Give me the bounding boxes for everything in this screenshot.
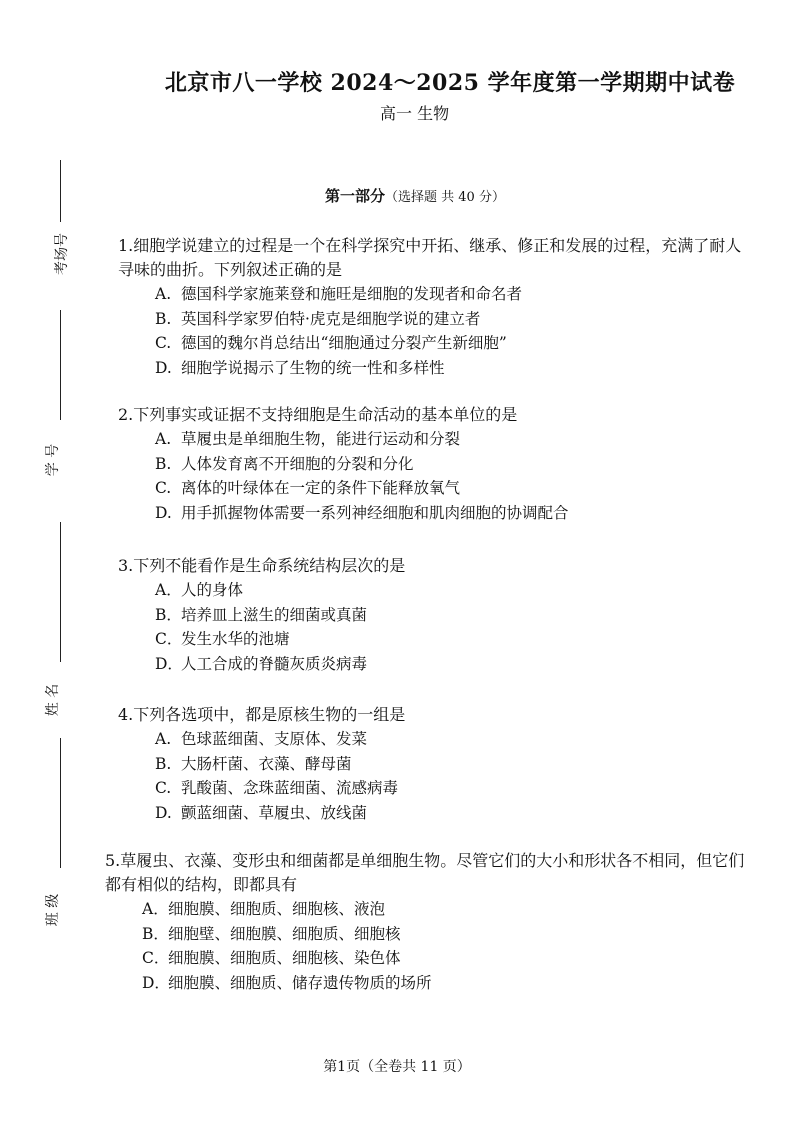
question-1 bbox=[118, 234, 748, 380]
question-stem: 1.细胞学说建立的过程是一个在科学探究中开拓、继承、修正和发展的过程，充满了耐人寻味的曲折。下列叙述正确的是 bbox=[118, 236, 742, 279]
option-text: 德国科学家施莱登和施旺是细胞的发现者和命名者 bbox=[181, 285, 523, 303]
option-list bbox=[118, 578, 748, 676]
option-c[interactable] bbox=[105, 946, 745, 971]
option-text: 细胞学说揭示了生物的统一性和多样性 bbox=[181, 358, 445, 377]
question-stem: 4.下列各选项中，都是原核生物的一组是 bbox=[118, 705, 406, 724]
option-text: 发生水华的池塘 bbox=[181, 630, 290, 648]
option-letter: A. bbox=[155, 285, 172, 303]
option-letter: A. bbox=[155, 430, 172, 448]
option-b[interactable] bbox=[118, 603, 748, 628]
question-stem: 2.下列事实或证据不支持细胞是生命活动的基本单位的是 bbox=[118, 405, 518, 424]
option-letter: D. bbox=[155, 503, 172, 522]
option-d[interactable] bbox=[118, 652, 748, 677]
option-text: 人的身体 bbox=[181, 581, 244, 599]
option-list bbox=[118, 282, 748, 380]
option-b[interactable] bbox=[118, 307, 748, 332]
option-letter: B. bbox=[155, 454, 172, 473]
part-one-title: 第一部分 bbox=[325, 187, 386, 205]
option-a[interactable] bbox=[118, 427, 748, 452]
option-c[interactable] bbox=[118, 627, 748, 652]
option-letter: B. bbox=[155, 754, 172, 773]
option-text: 颤蓝细菌、草履虫、放线菌 bbox=[181, 803, 368, 822]
option-d[interactable] bbox=[118, 501, 748, 526]
student-name-label: 姓 名 bbox=[45, 683, 62, 717]
option-c[interactable] bbox=[118, 476, 748, 501]
question-stem: 5.草履虫、衣藻、变形虫和细菌都是单细胞生物。尽管它们的大小和形状各不相同，但它们都有相似的结构，即都具有 bbox=[105, 851, 745, 894]
option-list bbox=[118, 727, 748, 825]
option-a[interactable] bbox=[118, 727, 748, 752]
option-text: 人体发育离不开细胞的分裂和分化 bbox=[181, 454, 414, 473]
student-id-label: 学 号 bbox=[45, 443, 62, 477]
binding-line bbox=[60, 522, 61, 662]
option-letter: D. bbox=[155, 358, 172, 377]
option-b[interactable] bbox=[105, 922, 745, 947]
question-2 bbox=[118, 403, 748, 525]
option-letter: A. bbox=[155, 730, 172, 748]
option-letter: B. bbox=[155, 309, 172, 328]
option-text: 英国科学家罗伯特·虎克是细胞学说的建立者 bbox=[181, 309, 481, 328]
option-a[interactable] bbox=[118, 578, 748, 603]
option-letter: C． bbox=[142, 949, 170, 967]
option-list bbox=[118, 427, 748, 525]
exam-subtitle: 高一 生物 bbox=[380, 104, 450, 123]
option-letter: D． bbox=[142, 973, 170, 992]
exam-title: 北京市八一学校 2024～2025 学年度第一学期期中试卷 bbox=[164, 70, 736, 96]
option-letter: C. bbox=[155, 479, 172, 497]
option-text: 用手抓握物体需要一系列神经细胞和肌肉细胞的协调配合 bbox=[181, 503, 569, 522]
part-one-note: （选择题 共 40 分） bbox=[385, 190, 505, 205]
option-d[interactable] bbox=[118, 356, 748, 381]
option-letter: B． bbox=[142, 924, 169, 943]
option-text: 色球蓝细菌、支原体、发菜 bbox=[181, 730, 368, 748]
question-3 bbox=[118, 554, 748, 676]
option-text: 人工合成的脊髓灰质炎病毒 bbox=[181, 654, 368, 673]
part-one-heading bbox=[325, 185, 505, 206]
option-letter: D． bbox=[155, 654, 183, 673]
option-letter: B． bbox=[155, 605, 182, 624]
option-letter: A． bbox=[155, 581, 182, 599]
class-label: 班 级 bbox=[45, 893, 62, 927]
option-letter: C. bbox=[155, 779, 172, 797]
page-number: 第1页（全卷共 11 页） bbox=[323, 1059, 471, 1075]
option-b[interactable] bbox=[118, 752, 748, 777]
option-text: 细胞壁、细胞膜、细胞质、细胞核 bbox=[168, 924, 401, 943]
option-d[interactable] bbox=[118, 801, 748, 826]
option-list bbox=[105, 897, 745, 995]
option-a[interactable] bbox=[118, 282, 748, 307]
question-stem: 3.下列不能看作是生命系统结构层次的是 bbox=[118, 556, 406, 575]
exam-room-label: 考场号 bbox=[54, 233, 70, 275]
question-4 bbox=[118, 703, 748, 825]
option-text: 草履虫是单细胞生物，能进行运动和分裂 bbox=[181, 430, 461, 448]
option-text: 乳酸菌、念珠蓝细菌、流感病毒 bbox=[181, 779, 399, 797]
option-letter: A． bbox=[142, 900, 169, 918]
option-a[interactable] bbox=[105, 897, 745, 922]
binding-line bbox=[60, 310, 61, 420]
binding-line bbox=[60, 738, 61, 868]
option-text: 德国的魏尔肖总结出“细胞通过分裂产生新细胞” bbox=[181, 334, 507, 352]
option-text: 细胞膜、细胞质、储存遗传物质的场所 bbox=[168, 973, 432, 992]
option-text: 培养皿上滋生的细菌或真菌 bbox=[181, 605, 368, 624]
option-letter: C. bbox=[155, 334, 172, 352]
option-text: 离体的叶绿体在一定的条件下能释放氧气 bbox=[181, 479, 461, 497]
option-text: 细胞膜、细胞质、细胞核、液泡 bbox=[168, 900, 386, 918]
option-text: 细胞膜、细胞质、细胞核、染色体 bbox=[168, 949, 401, 967]
option-b[interactable] bbox=[118, 452, 748, 477]
option-c[interactable] bbox=[118, 331, 748, 356]
option-letter: D. bbox=[155, 803, 172, 822]
binding-line bbox=[60, 160, 61, 222]
option-c[interactable] bbox=[118, 776, 748, 801]
question-5 bbox=[105, 849, 745, 995]
option-text: 大肠杆菌、衣藻、酵母菌 bbox=[181, 754, 352, 773]
option-d[interactable] bbox=[105, 971, 745, 996]
option-letter: C． bbox=[155, 630, 183, 648]
